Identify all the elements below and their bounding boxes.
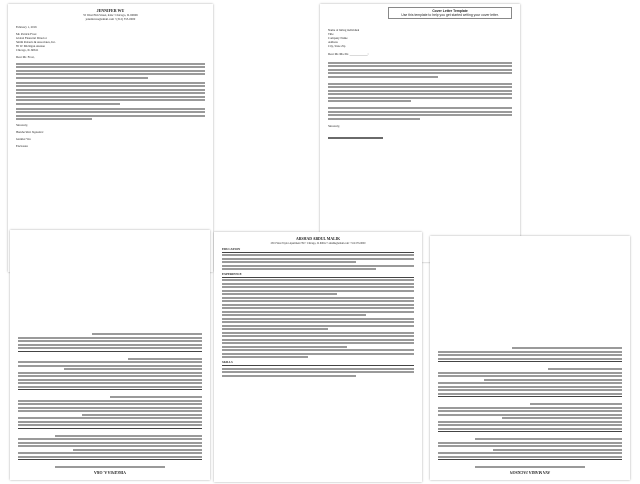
letter-enclosure: Enclosure <box>16 144 28 148</box>
template-field: Company Name <box>328 37 348 41</box>
resume-left-page <box>10 230 210 480</box>
resume-center-contact: 2501 West Taylor Apartment 3W • Chicago, IL 60612 • amalik@email.com • 312.555.0000 <box>270 241 366 245</box>
section-heading: EDUCATION <box>222 248 414 253</box>
template-fields <box>328 29 512 49</box>
section-heading: SKILLS <box>222 361 414 366</box>
letter-name: JENNIFER WU <box>96 9 125 13</box>
recipient-line: Global Financial Director <box>16 37 47 41</box>
template-banner-title: Cover Letter Template <box>432 9 468 13</box>
letter-recipient <box>16 33 205 53</box>
template-field: Address <box>328 41 338 45</box>
template-field: City, State Zip <box>328 45 346 49</box>
recipient-line: Chicago, IL 60611 <box>16 48 39 52</box>
resume-right-name: AVA MARIA JACKSON <box>509 470 551 474</box>
letter-header <box>16 9 205 21</box>
letter-contact: jenniferwu@email.com • (312) 555-0000 <box>85 17 136 21</box>
letter-address: 55 West Elm Street, #4A • Chicago, IL 60606 <box>83 13 138 17</box>
letter-salutation: Dear Mr. Frost, <box>16 55 35 59</box>
section-heading: EXPERIENCE <box>222 273 414 278</box>
template-paragraph <box>328 83 512 103</box>
letter-paragraph <box>16 82 205 105</box>
letter-paragraph <box>16 63 205 79</box>
template-banner <box>388 7 512 19</box>
letter-paragraph <box>16 108 205 121</box>
cover-letter-template-page <box>320 4 520 262</box>
resume-center-page <box>214 232 422 482</box>
resume-right-page <box>430 236 630 480</box>
recipient-line: 85 W. Michigan Avenue <box>16 45 45 49</box>
letter-closing: Sincerely, <box>16 124 28 128</box>
template-paragraph <box>328 62 512 78</box>
recipient-line: Smith Roberts & Associates, Inc. <box>16 41 56 45</box>
template-field: Name of hiring individual <box>328 29 360 33</box>
template-field: Title <box>328 33 334 37</box>
letter-typed-name: Jennifer Wu <box>16 138 31 142</box>
template-banner-subtitle: Use this template to help you get started writing your cover letter. <box>401 13 499 18</box>
resume-center-name: ARSHAD ABDUL MALIK <box>295 237 341 241</box>
template-closing: Sincerely, <box>328 124 340 128</box>
recipient-line: Mr. Patrick Frost <box>16 33 37 37</box>
template-paragraph <box>328 107 512 120</box>
resume-left-name: VIRGINIA A. ORA <box>94 470 126 474</box>
letter-signature: Handwritten Signature <box>16 131 44 135</box>
letter-date: February 1, 2016 <box>16 26 37 30</box>
template-salutation: Dear Mr./Ms./Dr. ____________: <box>328 52 369 56</box>
